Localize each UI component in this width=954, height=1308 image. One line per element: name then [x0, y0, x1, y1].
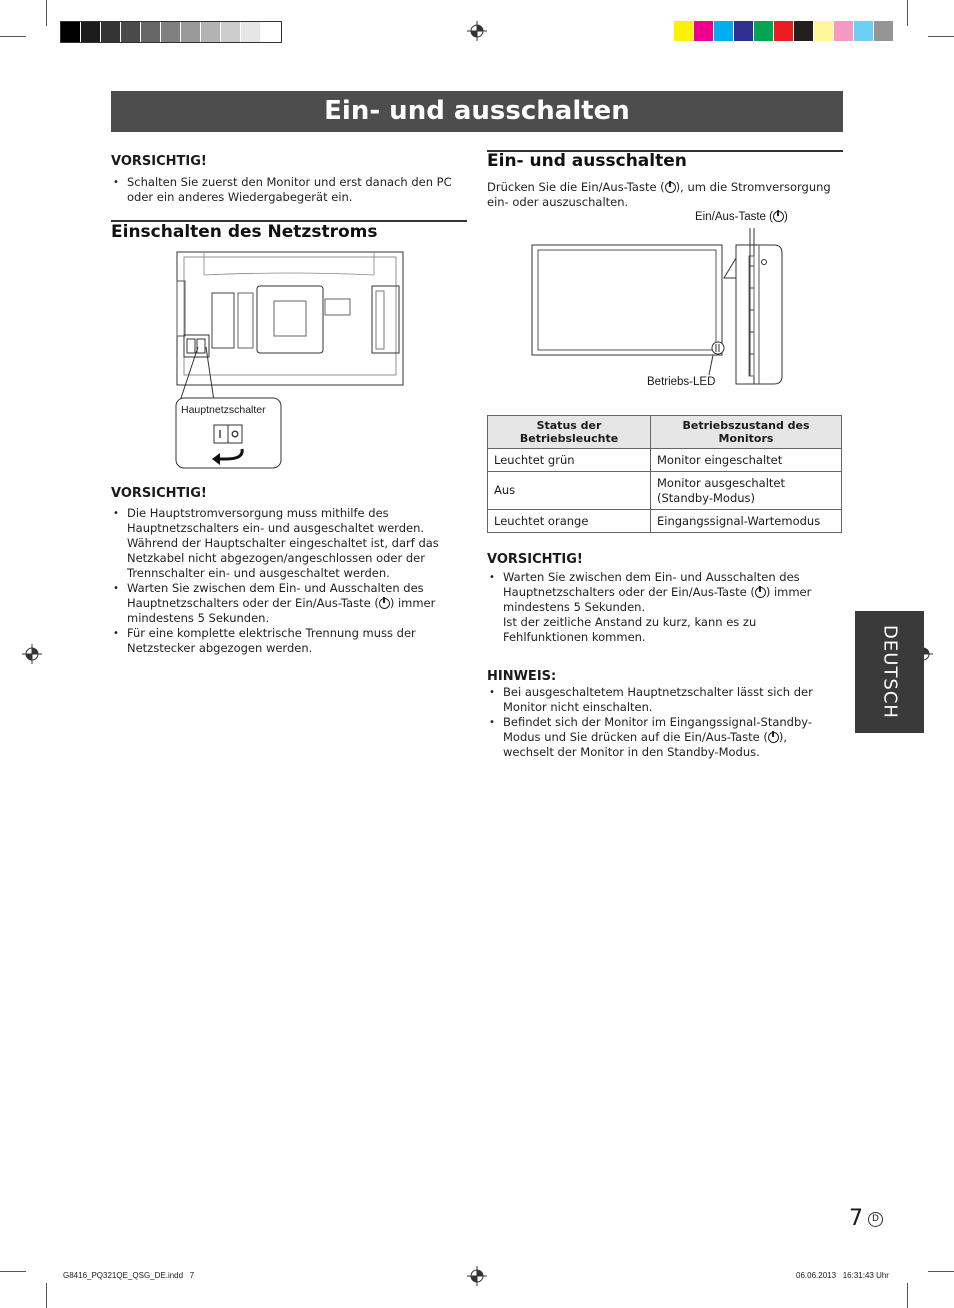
color-swatch — [714, 21, 734, 41]
caution-heading: VORSICHTIG! — [111, 154, 207, 169]
list-item-text: ), wechselt der Monitor in den Standby-Modus. — [503, 730, 788, 759]
crop-mark — [907, 1283, 908, 1308]
color-swatch — [774, 21, 794, 41]
color-swatch — [694, 21, 714, 41]
color-swatch — [261, 22, 281, 42]
list-item: • Schalten Sie zuerst den Monitor und erst danach den PC oder ein anderes Wiedergabegerät ein. — [111, 175, 461, 205]
color-swatch — [161, 22, 181, 42]
table-cell: Monitor eingeschaltet — [651, 449, 842, 472]
color-swatch — [794, 21, 814, 41]
monitor-rear-illustration — [174, 251, 406, 471]
footer-file: G8416_PQ321QE_QSG_DE.indd 7 — [63, 1271, 195, 1280]
color-swatch — [874, 21, 894, 41]
grayscale-color-bar — [60, 21, 282, 43]
color-swatch — [61, 22, 81, 42]
color-swatch — [81, 22, 101, 42]
list-item-text: ) immer mindestens 5 Sekunden. — [503, 585, 812, 614]
registration-mark-icon — [467, 21, 487, 41]
led-label: Betriebs-LED — [647, 376, 716, 388]
table-header: Betriebszustand des Monitors — [651, 416, 842, 449]
registration-mark-icon — [467, 1266, 487, 1286]
power-icon — [379, 598, 390, 609]
language-tab — [855, 611, 924, 733]
table-cell: Monitor ausgeschaltet (Standby-Modus) — [651, 472, 842, 510]
list-item — [487, 715, 837, 760]
table-header-row — [488, 416, 842, 449]
label-text: ) — [783, 211, 788, 223]
table-row — [488, 472, 842, 510]
language-tab-label: DEUTSCH — [879, 625, 900, 719]
page-number: 7 — [849, 1206, 863, 1231]
section-heading: Ein- und ausschalten — [487, 151, 687, 171]
crop-mark — [907, 0, 908, 26]
intro-text-part: ), um die Stromversorgung ein- oder auszuschalten. — [487, 180, 831, 209]
table-cell: Leuchtet grün — [488, 449, 651, 472]
color-swatch — [101, 22, 121, 42]
monitor-front-illustration — [528, 228, 788, 388]
list-item — [111, 581, 463, 626]
process-color-bar — [674, 21, 894, 41]
list-item-text: ) immer mindestens 5 Sekunden. — [127, 596, 436, 625]
registration-mark-icon — [22, 644, 42, 664]
color-swatch — [181, 22, 201, 42]
list-item-text: Ist der zeitliche Anstand zu kurz, kann es zu Fehlfunktionen kommen. — [503, 615, 757, 644]
intro-text — [487, 180, 837, 210]
list-item-text: Befindet sich der Monitor im Eingangssignal-Standby-Modus und Sie drücken auf die Ein/Aus-Taste ( — [503, 715, 813, 744]
power-icon — [768, 732, 779, 743]
list-item: • Für eine komplette elektrische Trennung muss der Netzstecker abgezogen werden. — [111, 626, 463, 656]
color-swatch — [854, 21, 874, 41]
intro-text-part: Drücken Sie die Ein/Aus-Taste ( — [487, 180, 665, 194]
color-swatch — [241, 22, 261, 42]
crop-mark — [928, 1271, 954, 1272]
caution-list — [111, 175, 461, 205]
footer-date: 06.06.2013 16:31:43 Uhr — [796, 1271, 889, 1280]
power-button-label — [695, 211, 788, 223]
list-item — [487, 570, 832, 645]
caution-heading: VORSICHTIG! — [111, 486, 207, 501]
label-text: Ein/Aus-Taste ( — [695, 211, 773, 223]
crop-mark — [46, 1283, 47, 1308]
list-item-text: Warten Sie zwischen dem Ein- und Ausschalten des Hauptnetzschalters oder der Ein/Aus-Taste ( — [503, 570, 800, 599]
crop-mark — [928, 36, 954, 37]
color-swatch — [121, 22, 141, 42]
table-cell: Eingangssignal-Wartemodus — [651, 510, 842, 533]
status-table — [487, 415, 842, 533]
caution-list — [111, 506, 463, 656]
color-swatch — [734, 21, 754, 41]
color-swatch — [221, 22, 241, 42]
power-icon — [755, 587, 766, 598]
page-title: Ein- und ausschalten — [111, 91, 843, 132]
illustration-label: Hauptnetzschalter — [181, 404, 266, 416]
table-row — [488, 449, 842, 472]
crop-mark — [0, 1271, 26, 1272]
crop-mark — [46, 0, 47, 26]
list-item: • Die Hauptstromversorgung muss mithilfe des Hauptnetzschalters ein- und ausgeschaltet werden. Während der Hauptschalter eingeschaltet ist, darf das Netzkabel nicht abgezogen/angeschlossen oder der Trennschalter ein- und ausgeschaltet werden. — [111, 506, 463, 581]
color-swatch — [754, 21, 774, 41]
list-item: • Bei ausgeschaltetem Hauptnetzschalter lässt sich der Monitor nicht einschalten. — [487, 685, 837, 715]
caution-list — [487, 570, 832, 645]
note-list — [487, 685, 837, 760]
crop-mark — [0, 36, 26, 37]
color-swatch — [141, 22, 161, 42]
table-row — [488, 510, 842, 533]
table-cell: Leuchtet orange — [488, 510, 651, 533]
color-swatch — [674, 21, 694, 41]
section-heading: Einschalten des Netzstroms — [111, 222, 378, 242]
color-swatch — [201, 22, 221, 42]
note-heading: HINWEIS: — [487, 669, 557, 684]
table-header: Status der Betriebsleuchte — [488, 416, 651, 449]
color-swatch — [834, 21, 854, 41]
list-item-text: Warten Sie zwischen dem Ein- und Ausschalten des Hauptnetzschalters oder der Ein/Aus-Taste ( — [127, 581, 424, 610]
color-swatch — [814, 21, 834, 41]
power-icon — [773, 211, 784, 222]
caution-heading: VORSICHTIG! — [487, 552, 583, 567]
page-badge: D — [868, 1212, 883, 1227]
power-icon — [665, 182, 676, 193]
table-cell: Aus — [488, 472, 651, 510]
